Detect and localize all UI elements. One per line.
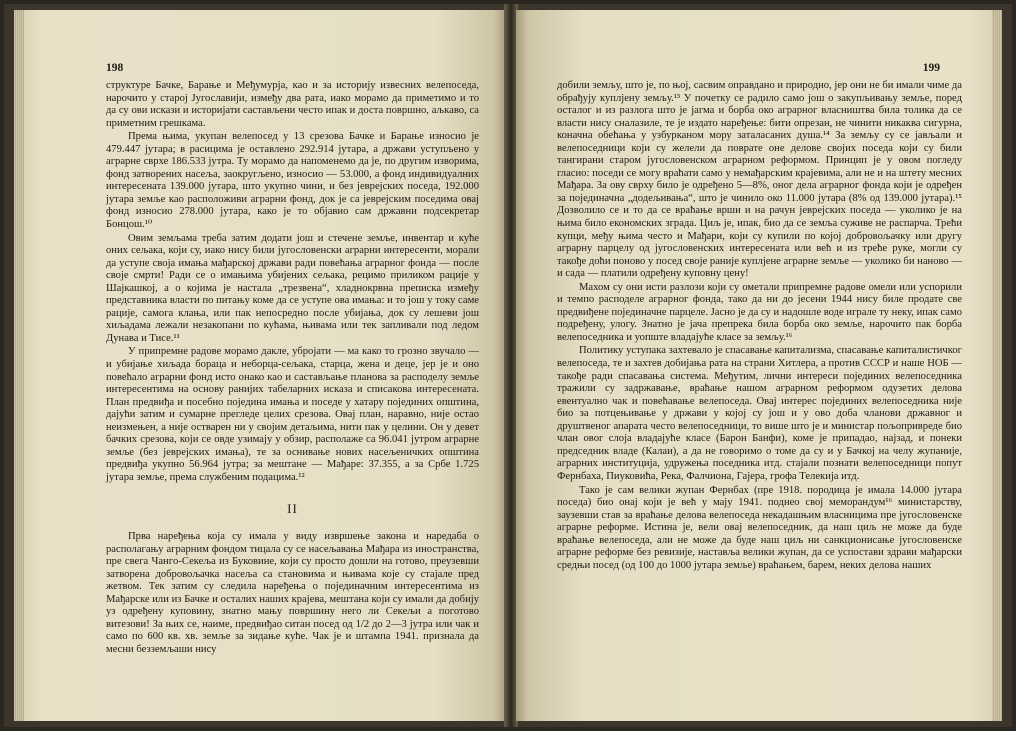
- right-page-text: [557, 80, 962, 572]
- paragraph: Овим земљама треба затим додати још и стечене земље, инвентар и куће оних сељака, који су, иако нису били југословенски аграрни интересенти, морали да уступе своја имања мађарској држави ради повећања аграрног фонда — после своје смрти! Ради се о имањима убијених сељака, рецимо приликом рације у Шајкашкој, а о којима је настала „трезвена“, хладнокрвна преписка између представника власти по питању коме да се уступе ова имања: и то још у току саме рације, самога клања, или пак непосредно после убијања, док су лешеви још хиљадама лежали незакопани по кућама, њивама или тек запливали под ледом Дунава и Тисе.¹¹: [106, 232, 479, 344]
- section-heading: II: [287, 500, 298, 516]
- page-edge: [14, 10, 24, 721]
- paragraph: структуре Бачке, Барање и Међумурја, као и за историју извесних велепоседа, нарочито у старој Југославији, између два рата, иако морамо да приметимо и то да су ови искази и историјати састављени често ипак и доста површно, аљкаво, са приметним грешкама.: [106, 80, 479, 129]
- right-page: [516, 10, 1002, 721]
- paragraph: добили земљу, што је, по њој, сасвим оправдано и природно, јер они не би имали чиме да обрађују куплјену земљу.¹³ У почетку се радило само још о закупљивању земље, поред осталог и из разлога што је јагма и борба око аграрног власништва била толика да се власти нису сналазиле, те је издато наређење: бити опрезан, не чинити никаква сигурна, коначна обећања у узбурканом мору заталасаних душа.¹⁴ За земљу су се јављали и велепоседници који су желели да поврате оне делове својих поседа који су били тангирани старом југословенском аграрном реформом. Принцип је у овом погледу гласио: поседи се могу враћати само у немађарским крајевима, али не и на штету месних Мађара. За ову сврху било је одређено 5—8%, оног дела аграрног фонда који је одређен за појединачна „додељивања“, што је чинило око 11.000 јутара (8% од 139.000 јутара).¹⁵ Дозволило се и то да се враћање врши и на рачун јеврејских поседа — уколико је на њима било економских зграда. Циљ је, ипак, био да се земља суживе не распарча. Трећи купци, међу њима често и Мађари, који су купили по којој добровољачку или другу аграрну парцелу од југословенских интересената или већ и из треће руке, могли су такође доћи поново у посед своје раније куплјене аграрне земље — уколико би наново — и сада — платили одређену куповну цену!: [557, 80, 962, 280]
- left-page: [14, 10, 506, 721]
- paragraph: Махом су они исти разлози који су ометали припремне радове омели или успорили и темпо расподеле аграрног фонда, тако да ни до јесени 1944 нису биле продате све предвиђене појединачне парцеле. Јасно је да су и надошле воде играле ту неку, ипак само подређену, улогу. Знатно је јача препрека била борба око земље, нарочито пак борба велепоседника и уопште владајуће класе за земљу.¹⁶: [557, 281, 962, 343]
- left-page-text: [106, 80, 479, 657]
- open-book: [4, 4, 1012, 727]
- page-number: 199: [922, 62, 940, 74]
- page-edge: [992, 10, 1002, 721]
- paragraph: Политику уступака захтевало је спасавање капитализма, спасавање капиталистичког велепоседа, те и захтев добијања рата на страни Хитлера, а против СССР и наше НОБ — такође ради спасавања система. Међутим, лични интереси појединих велепоседника тражили су задржавање, враћање нашом аграрном реформом одузетих делова евентуално чак и повећавање велепоседа. Овај интерес појединих велепоседника није био за потцењивање у држави у којој су још и у ово доба чланови државног и друштвеног апарата често велепоседници, то више што је и министар пољопривреде био члан овог слоја владајуће класе (Барон Банфи), коме је припадао, најзад, и понеки председник владе (Калаи), а да не говоримо о томе да су и у Бачкој на челу жупаније, аграрних институција, удружења поседника итд. стајали познати велепоседници попут Фернбаха, Пиуковића, Река, Фалчиона, Гајера, грофа Телекија итд.: [557, 345, 962, 482]
- paragraph: У припремне радове морамо дакле, убројати — ма како то грозно звучало — и убијање хиљада бораца и неборца-сељака, старца, жена и деце, јер је и оно повећало аграрни фонд исто онако као и састављање планова за расподелу земље интересентима на основу ранијих табеларних исказа и списакова интересената. План предвиђа и посебно поједина имања и поседе у хатару појединих општина, дајући затим и сумарне прегледе целих срезова. Овај план, наравно, није остао неизмењен, а није остварен ни у својим детаљима, нити пак у целини. Он у девет бачких срезова, који се овде узимају у обзир, располаже са 96.041 јутром аграрне земље (без јеврејских имања), те за оснивање нових насељеничких општина предвиђа укупно 56.964 јутра; за мештане — Мађаре: 37.355, а за Србе 1.725 јутара земље, према службеним подацима.¹²: [106, 346, 479, 483]
- paragraph: Тако је сам велики жупан Фернбах (пре 1918. породица је имала 14.000 јутара поседа) био онај који је већ у мају 1941. поднео свој меморандум¹⁶ министарству, заузевши став за враћање делова велепоседа некадашњим власницима пре југословенске аграрне реформе. Истина је, вели овај велепоседник, да наш циљ не може да буде враћање велепоседа, али не може да буде наш циљ ни санкционисање југословенске аграрне реформе без ревизије, наставља велики жупан, да се успостави здрави мађарски средњи посед (од 100 до 1000 јутара земље) враћањем, барем, неких делова наших: [557, 484, 962, 571]
- paragraph: Прва наређења која су имала у виду извршење закона и наредаба о располагању аграрним фондом тицала су се насељавања Мађара из иностранства, пре свега Чангo-Секеља из Буковине, који су просто дошли на готово, преузевши затворена добровољачка насеља са становима и њивама које су стајале пред жетвом. Тек затим су следила наређења о појединачним интересентима из Мађарске или из Бачке и осталих наших крајева, мештана који су имали да добију уз одређену куповину, знатно мању површину него ли Секељи а поготово витезови! За њих се, наиме, предвиђао ситан посед од 1/2 до 2—3 јутра или чак и само по 600 кв. хв. земље за зидање куће. Чак је и штампа 1941. признала да месни безземљаши нису: [106, 531, 479, 655]
- paragraph: Према њима, укупан велепосед у 13 срезова Бачке и Барање износио је 479.447 јутара; в расицима је оставлено 292.914 јутара, а држави уступљено у аграрне сврхе 186.533 јутра. Ту морамо да напоменемо да је, по другим изворима, фонд затворених насеља, заокругљено, износио — 53.000, а фонд индивидуалних интересената 139.000 јутара, што укупно чини, и без јеврејских поседа, 192.000 јутара земље као расположиви аграрни фонд, док је са јеврејским поседима овај фонд износио 278.000 јутара, како је то објавио сам државни подсекретар Бонцош.¹⁰: [106, 131, 479, 231]
- page-number: 198: [106, 62, 124, 74]
